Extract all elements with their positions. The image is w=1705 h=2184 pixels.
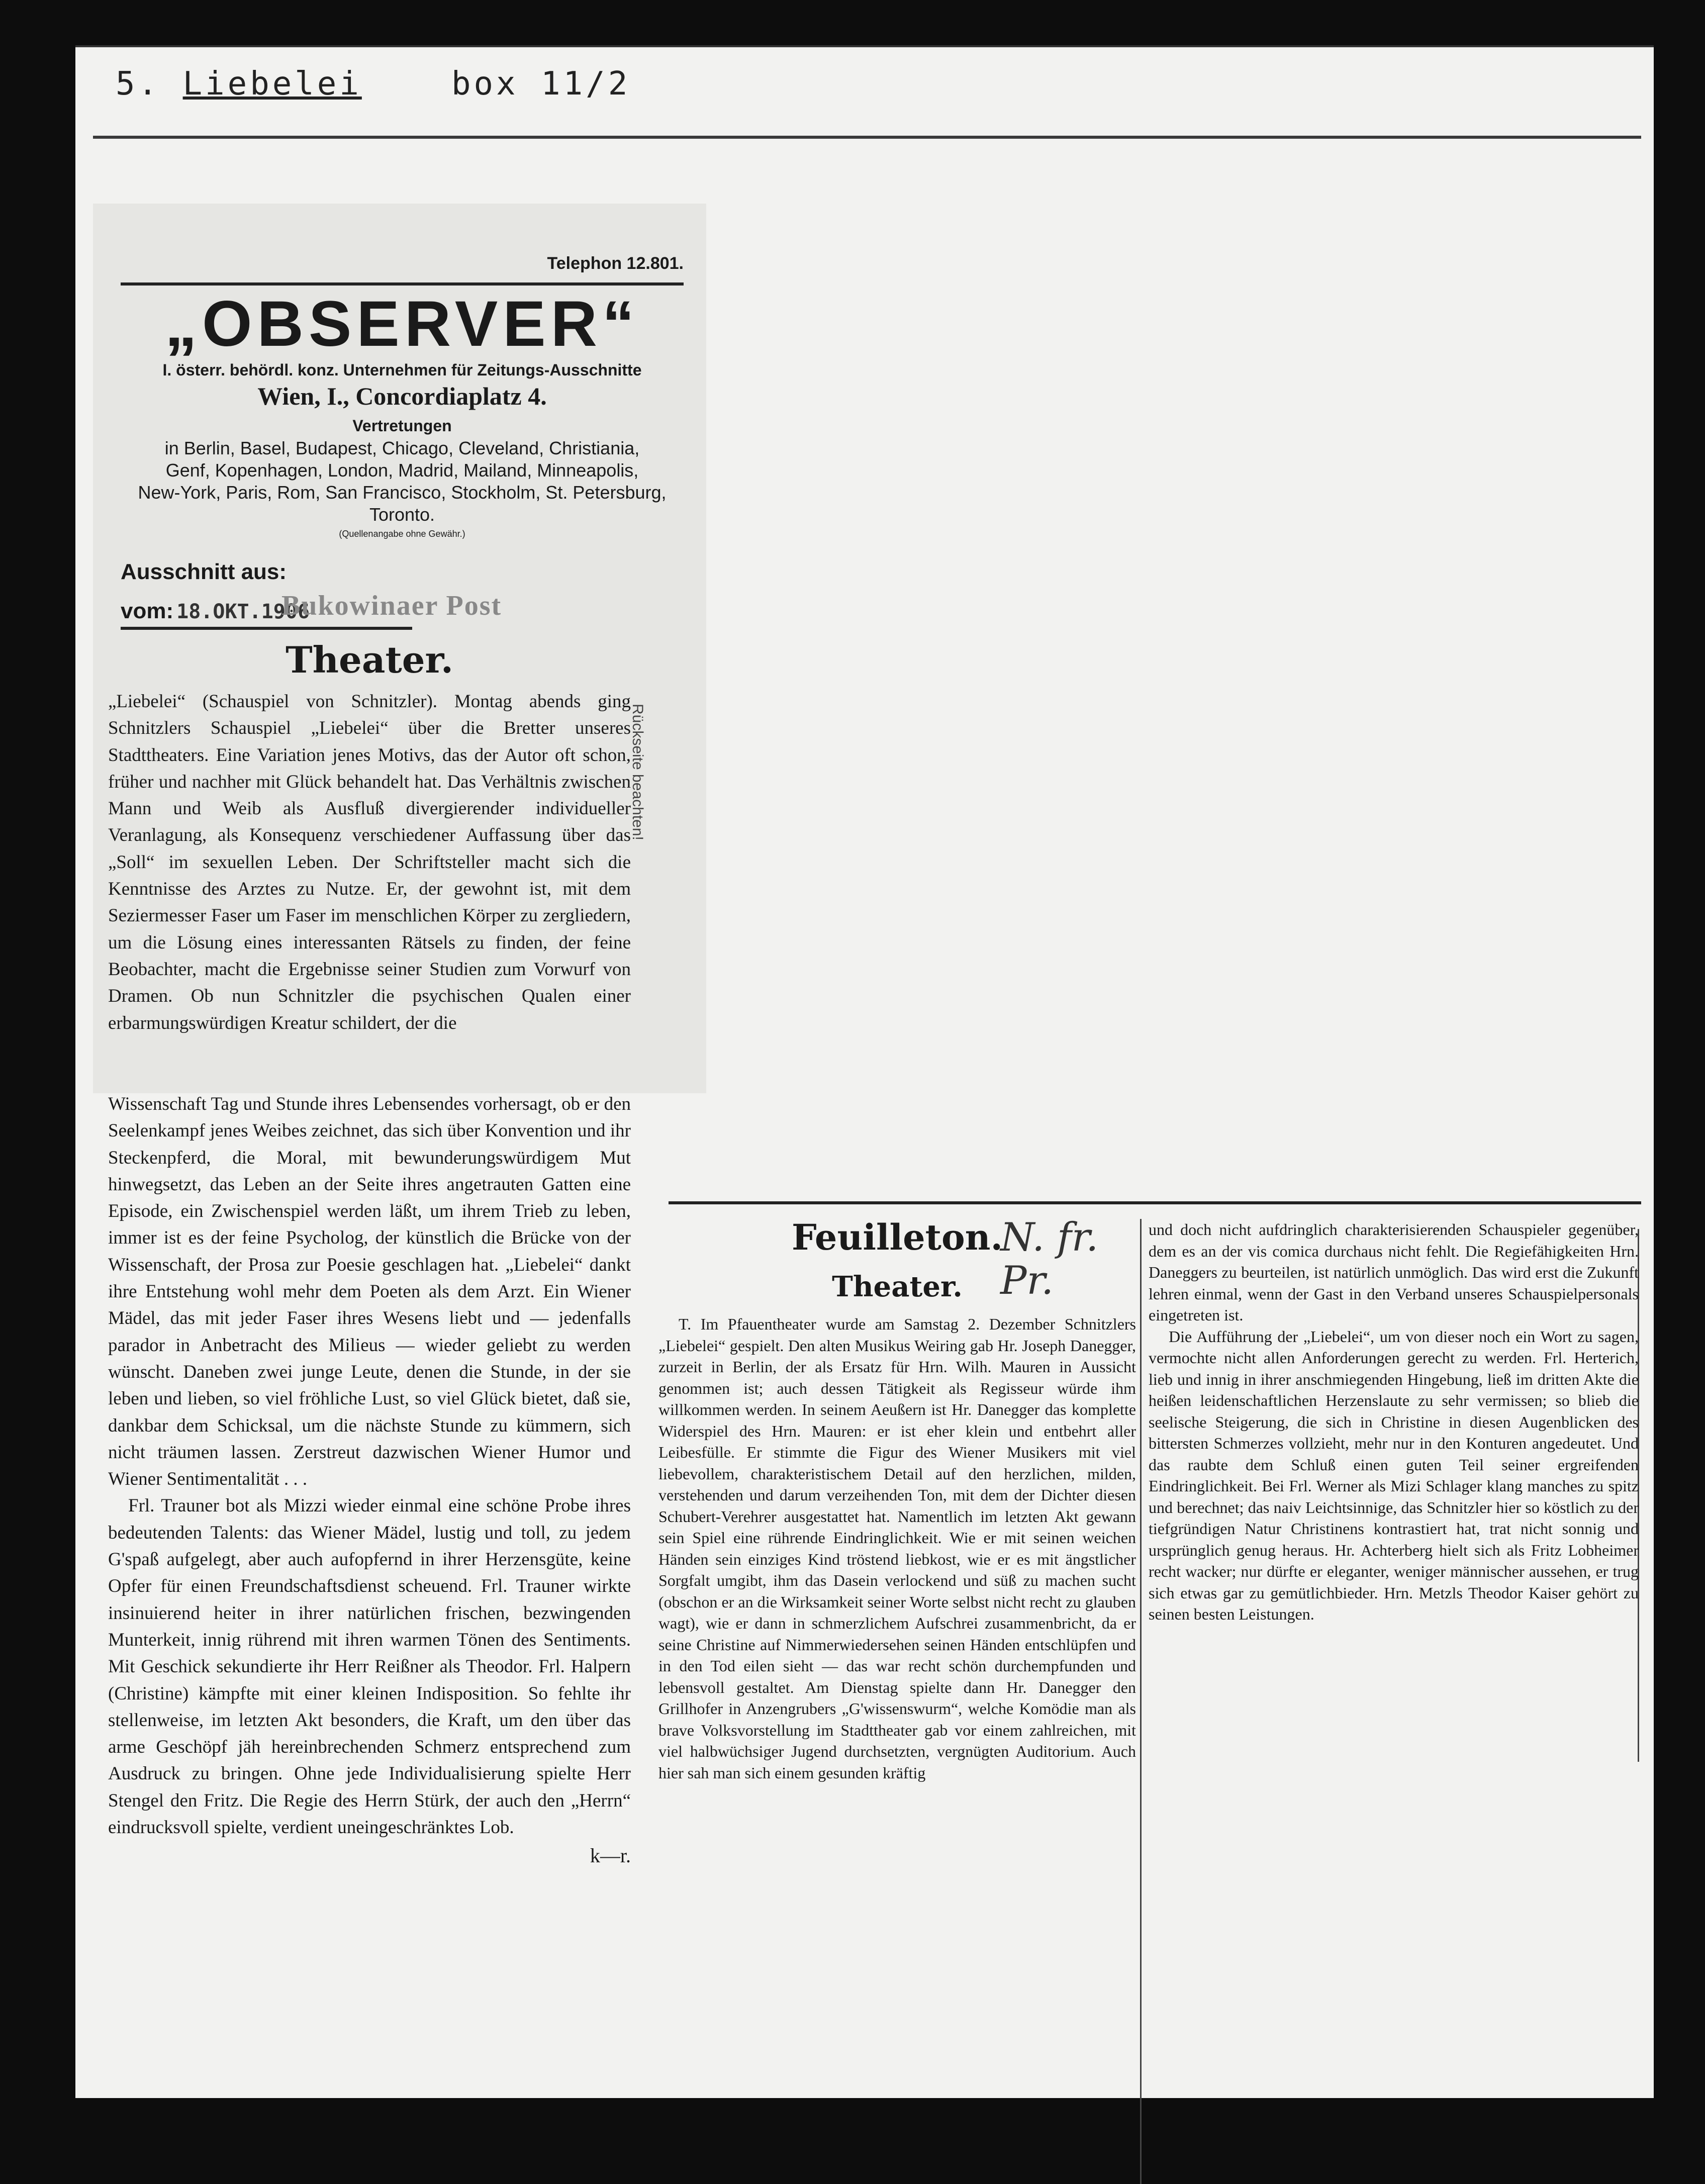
feuilleton-rule (669, 1201, 1641, 1204)
feuilleton-subheading: Theater. (832, 1270, 963, 1303)
clipping-from-label: Ausschnitt aus: (121, 559, 287, 585)
article-heading: Theater. (286, 638, 453, 681)
date-stamp: 18.OKT.1906 (176, 600, 310, 624)
source-note: (Quellenangabe ohne Gewähr.) (339, 529, 465, 539)
label-number: 5. (116, 65, 161, 103)
handwritten-note: N. fr. Pr. (1000, 1215, 1099, 1303)
feuilleton-right-column (1149, 1219, 1639, 1625)
feuilleton-left-text: T. Im Pfauentheater wurde am Samstag 2. Dezember Schnitzlers „Liebelei“ gespielt. Den alten Musikus Weiring gab Hr. Joseph Danegger, zurzeit in Berlin, der als Ersatz für Hrn. Wilh. Mauren in Aussicht genommen ist; auch dessen Tätigkeit als Regisseur würde ihm willkommen werden. In seinem Aeußern ist Hr. Danegger das komplette Widerspiel des Hrn. Mauren: er ist eher klein und entbehrt aller Leibesfülle. Er stimmte die Figur des Wiener Musikers mit viel liebevollem, charakteristischem Detail auf den herzlichen, milden, verstehenden und darum verzeihenden Ton, mit dem der Dichter diesen Schubert-Verehrer ausgestattet hat. Namentlich im letzten Akt gewann sein Spiel eine rührende Eindringlichkeit. Wie er mit seinen weichen Händen sein einziges Kind tröstend liebkost, wie er es mit ängstlicher Sorgfalt umgibt, ihm das Dasein verlockend und süß zu machen sucht (obschon er an die Wirksamkeit seiner Worte selbst nicht recht zu glauben wagt), wie er dann in schmerzlichem Aufschrei zusammenbricht, da er seine Christine auf Nimmerwiedersehen seinen Händen entschlüpfen und in den Tod eilen sieht — das war recht schön durchempfunden und lebensvoll gestaltet. Am Dienstag spielte dann Hr. Danegger den Grillhofer in Anzengrubers „G'wissenswurm“, welche Komödie man als brave Volksvorstellung im Stadttheater gab vor einem zahlreichen, mit viel halbwüchsiger Jugend durchsetzten, vergnügten Auditorium. Auch hier sah man sich einem gesunden kräftig (658, 1315, 1136, 1782)
cities-line: New-York, Paris, Rom, San Francisco, Stockholm, St. Petersburg, Toronto. (138, 482, 667, 525)
continuation-paragraph-1: Wissenschaft Tag und Stunde ihres Lebensendes vorhersagt, ob er den Seelenkampf jenes Weibes zeichnet, das sich über Konvention und ihr Steckenpferd, die Moral, mit bewunderungswürdigem Mut hinwegsetzt, das Leben an der Seite ihres angetrauten Gatten eine Episode, ein Zwischenspiel werden läßt, um ihrem Trieb zu leben, immer ist es der feine Psycholog, der künstlich die Brücke von der Wissenschaft, der Prosa zur Poesie geschlagen hat. „Liebelei“ dankt ihre Entstehung wohl mehr dem Poeten als dem Arzt. Ein Wiener Mädel, das mit jeder Faser ihres Wesens liebt und — jedenfalls parador in Anbetracht des Milieus — wieder geliebt zu werden wünscht. Daneben zwei junge Leute, denen die Stunde, in der sie leben und lieben, so viel fröhliche Lust, so viel Glück bietet, daß sie, dankbar dem Schicksal, um die nächste Stunde zu kümmern, sich nicht träumen lassen. Zerstreut dazwischen Wiener Humor und Wiener Sentimentalität . . . (108, 1094, 631, 1490)
cities-line: Genf, Kopenhagen, London, Madrid, Mailand, Minneapolis, (165, 460, 639, 481)
feuilleton-heading: Feuilleton. (792, 1216, 1003, 1258)
observer-header (121, 254, 684, 630)
date-rule (121, 627, 412, 630)
continuation-paragraph-2: Frl. Trauner bot als Mizzi wieder einmal eine schöne Probe ihres bedeutenden Talents: das Wiener Mädel, lustig und toll, zu jedem G'spaß aufgelegt, aber auch aufopfernd in ihrer Herzensgüte, keine Opfer für einen Freundschaftsdienst scheuend. Frl. Trauner wirkte insinuierend heiter in ihrer natürlichen frischen, bezwingenden Munterkeit, innig rührend mit ihren warmen Tönen des Sentiments. Mit Geschick sekundierte ihr Herr Reißner als Theodor. Frl. Halpern (Christine) kämpfte mit einer kleinen Indisposition. So fehlte ihr stellenweise, im letzten Akt besonders, die Kraft, um den über das arme Geschöpf jäh hereinbrechenden Schmerz entsprechend zum Ausdruck zu bringen. Ohne jede Individualisierung spielte Herr Stengel den Fritz. Die Regie des Herrn Stürk, der auch den „Herrn“ eindrucksvoll spielte, verdient uneingeschränktes Lob. (108, 1495, 631, 1838)
article-body: „Liebelei“ (Schauspiel von Schnitzler). Montag abends ging Schnitzlers Schauspiel „Liebelei“ über die Bretter unseres Stadttheaters. Eine Variation jenes Motivs, das der Autor oft schon, früher und nachher mit Glück behandelt hat. Das Verhältnis zwischen Mann und Weib als Ausfluß divergierender individueller Veranlagung, als Konsequenz verschiedener Auffassung über das „Soll“ im sexuellen Leben. Der Schriftsteller macht sich die Kenntnisse des Arztes zu Nutze. Er, der gewohnt ist, mit dem Seziermesser Faser um Faser im menschlichen Körper zu zergliedern, um die Lösung eines interessanten Rätsels zu finden, der feine Beobachter, macht die Ergebnisse seiner Studien zum Vorwurf von Dramen. Ob nun Schnitzler die psychischen Qualen einer erbarmungswürdigen Kreatur schildert, der die (108, 691, 631, 1033)
column-divider (1140, 1219, 1142, 2184)
label-title: Liebelei (182, 65, 362, 103)
date-field (121, 590, 684, 624)
telephone-number: Telephon 12.801. (547, 254, 684, 273)
feuilleton-right-text-2: Die Aufführung der „Liebelei“, um von dieser noch ein Wort zu sagen, vermochte nicht allen Anforderungen gerecht zu werden. Frl. Herterich, lieb und innig in ihrer anschmiegenden Hingebung, ließ im dritten Akte die heißen leidenschaftlichen Herzenslaute zu sehr vermissen; so blieb die seelische Steigerung, die sich in Christine in diesen Augenblicken des bittersten Schmerzes vollzieht, mehr nur in den Konturen angedeutet. Und das raubte dem Schluß einen guten Teil seiner ergreifenden Eindringlichkeit. Bei Frl. Werner als Mizi Schlager klang manches zu spitz und berechnet; das naiv Leichtsinnige, das Schnitzler hier so köstlich zu der tiefgründigen Natur Christinens kontrastiert hat, trat nicht sonnig und ursprünglich genug heraus. Hr. Achterberg hielt sich als Fritz Lobheimer recht wacker; nur dürfte er eleganter, weniger männischer aussehen, er trug sich etwas gar zu gemütlichbieder. Hrn. Metzls Theodor Kaiser gehört zu seinen besten Leistungen. (1149, 1327, 1639, 1623)
top-rule (93, 136, 1641, 139)
observer-subtitle: I. österr. behördl. konz. Unternehmen für Zeitungs-Ausschnitte (162, 361, 642, 379)
observer-title: „OBSERVER“ (164, 288, 640, 360)
header-rule (121, 282, 684, 286)
source-stamp: Bukowinaer Post (281, 590, 502, 622)
article-theater (108, 638, 631, 1036)
cities-list (121, 437, 684, 526)
article-signature: k—r. (590, 1844, 631, 1867)
cities-line: in Berlin, Basel, Budapest, Chicago, Cleveland, Christiania, (164, 438, 640, 459)
feuilleton-right-text-1: und doch nicht aufdringlich charakterisierenden Schauspieler gegenüber, dem es an der vis comica durchaus nicht fehlt. Die Regiefähigkeiten Hrn. Daneggers zu beurteilen, ist natürlich unmöglich. Das wird erst die Zukunft lehren einmal, wenn der Gast in den Verband unseres Schauspielpersonals eingetreten ist. (1149, 1220, 1639, 1324)
article-continuation (108, 1091, 631, 1867)
side-note: Rückseite beachten! (629, 704, 646, 840)
label-box: box 11/2 (451, 65, 631, 103)
archive-label (116, 65, 630, 103)
date-label: vom: (121, 599, 174, 624)
observer-address: Wien, I., Concordiaplatz 4. (257, 382, 547, 411)
representations-label: Vertretungen (352, 417, 452, 435)
